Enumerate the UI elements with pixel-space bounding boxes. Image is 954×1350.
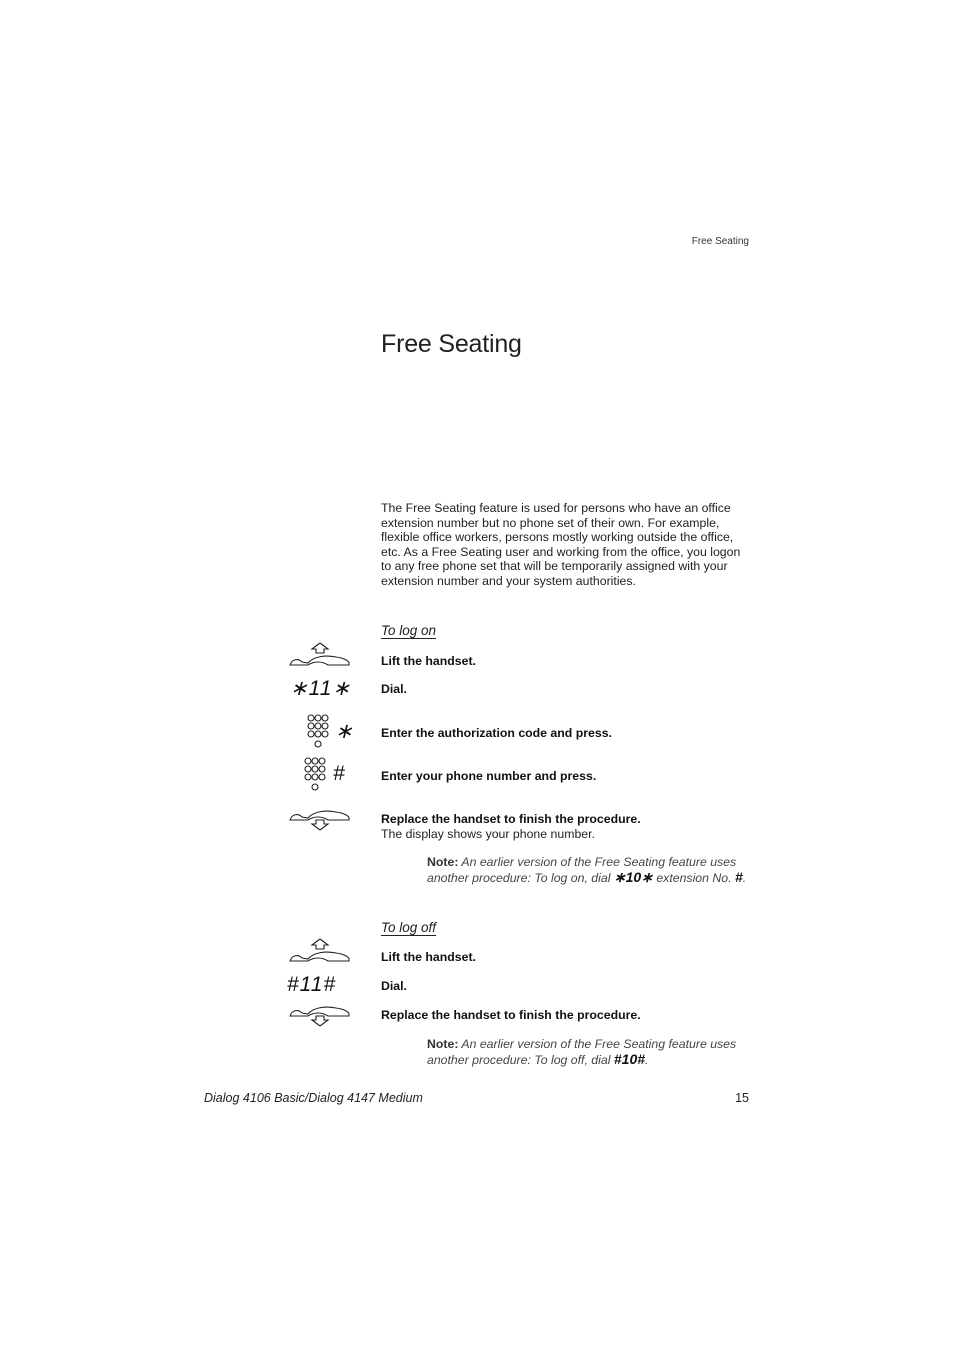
note-code: # bbox=[734, 869, 743, 885]
note-label: Note: bbox=[427, 855, 459, 869]
note-log-on bbox=[427, 855, 757, 886]
footer-page-number: 15 bbox=[735, 1091, 749, 1105]
hash-key: # bbox=[333, 762, 346, 785]
note-text: An earlier version of the Free Seating feature uses another procedure: To log on, dial bbox=[427, 855, 737, 885]
dial-code-log-on: ∗11∗ bbox=[290, 677, 351, 700]
handset-lift-icon bbox=[288, 641, 352, 669]
step-replace-handset: Replace the handset to finish the procedure. bbox=[381, 812, 641, 826]
step-dial: Dial. bbox=[381, 979, 407, 993]
step-dial: Dial. bbox=[381, 682, 407, 696]
dial-code-log-off: #11# bbox=[287, 973, 337, 996]
handset-replace-icon bbox=[288, 804, 352, 832]
note-text: An earlier version of the Free Seating feature uses another procedure: To log off, dial bbox=[427, 1037, 737, 1067]
note-label: Note: bbox=[427, 1037, 459, 1051]
footer-product-name: Dialog 4106 Basic/Dialog 4147 Medium bbox=[204, 1091, 423, 1105]
step-replace-subtext: The display shows your phone number. bbox=[381, 827, 595, 841]
section-heading-log-off: To log off bbox=[381, 920, 437, 935]
step-lift-handset: Lift the handset. bbox=[381, 950, 476, 964]
intro-paragraph: The Free Seating feature is used for persons who have an office extension number but no phone set of their own. For example, flexible office workers, persons mostly working outside the office, etc. As a Free Seating user and working from the office, you logon to any free phone set that will be temporarily assigned with your extension number and your system authorities. bbox=[381, 501, 741, 588]
step-enter-phone-number: Enter your phone number and press. bbox=[381, 769, 597, 783]
star-key: ∗ bbox=[335, 720, 354, 743]
keypad-icon bbox=[306, 714, 334, 750]
note-text: extension No. bbox=[656, 871, 732, 885]
note-text: . bbox=[742, 871, 747, 885]
handset-replace-icon bbox=[288, 1000, 352, 1028]
section-heading-log-on: To log on bbox=[381, 623, 437, 638]
keypad-icon bbox=[303, 757, 331, 793]
step-lift-handset: Lift the handset. bbox=[381, 654, 476, 668]
page-title: Free Seating bbox=[381, 330, 522, 358]
note-code: #10# bbox=[613, 1051, 646, 1067]
step-replace-handset: Replace the handset to finish the procedure. bbox=[381, 1008, 641, 1022]
note-code: ∗10∗ bbox=[613, 869, 653, 885]
note-log-off bbox=[427, 1037, 757, 1068]
running-header: Free Seating bbox=[691, 236, 749, 247]
handset-lift-icon bbox=[288, 937, 352, 965]
note-text: . bbox=[645, 1053, 649, 1067]
step-enter-auth-code: Enter the authorization code and press. bbox=[381, 726, 612, 740]
